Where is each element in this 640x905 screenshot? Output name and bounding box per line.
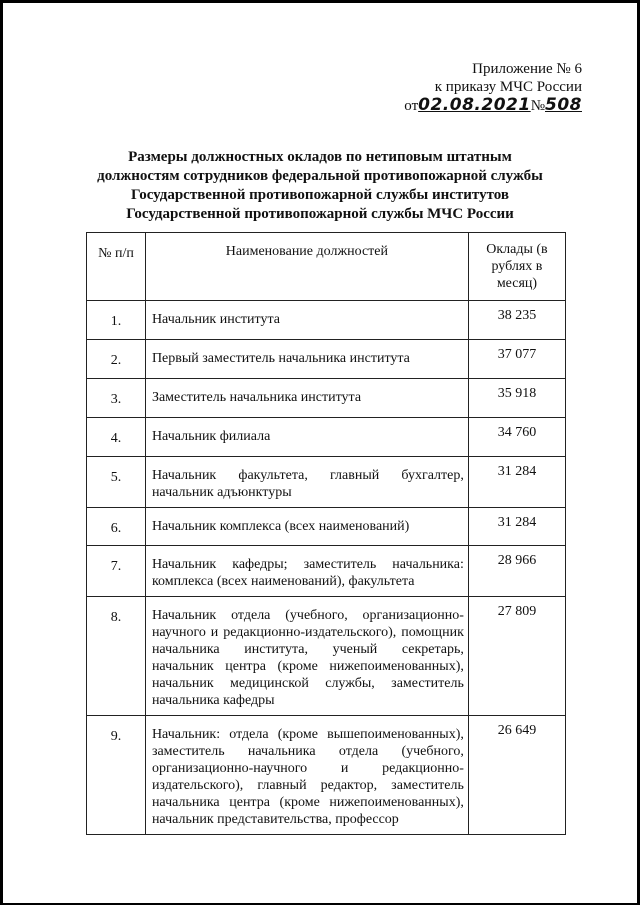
header-num: № п/п: [87, 233, 146, 301]
appendix-date-line: [404, 96, 582, 115]
row-num: 5.: [87, 457, 146, 508]
scan-border-left: [0, 0, 3, 905]
row-salary: 26 649: [468, 716, 565, 835]
row-num: 9.: [87, 716, 146, 835]
table-row: [87, 508, 566, 546]
row-salary: 31 284: [468, 457, 565, 508]
table-row: [87, 379, 566, 418]
row-salary: 35 918: [468, 379, 565, 418]
row-salary: 37 077: [468, 340, 565, 379]
row-name: Начальник филиала: [145, 418, 468, 457]
row-num: 4.: [87, 418, 146, 457]
row-salary: 28 966: [468, 546, 565, 597]
row-name: Начальник: отдела (кроме вышепоименованных), заместитель начальника отдела (учебного, организационно-научного и редакционно-издательского), главный редактор, заместитель начальника центра (кроме нижепоименованных), начальник представительства, профессор: [145, 716, 468, 835]
table-row: [87, 301, 566, 340]
table-row: [87, 716, 566, 835]
table-row: [87, 418, 566, 457]
scan-border-top: [0, 0, 640, 3]
salary-table: [86, 232, 566, 835]
row-name: Заместитель начальника института: [145, 379, 468, 418]
row-num: 6.: [87, 508, 146, 546]
row-num: 8.: [87, 597, 146, 716]
row-salary: 31 284: [468, 508, 565, 546]
appendix-header: [404, 60, 582, 115]
table-row: [87, 546, 566, 597]
table-header-row: [87, 233, 566, 301]
handwritten-number: 508: [545, 95, 582, 115]
appendix-order-ref: к приказу МЧС России: [434, 79, 582, 95]
row-num: 2.: [87, 340, 146, 379]
row-num: 1.: [87, 301, 146, 340]
date-prefix: от: [404, 98, 419, 114]
row-name: Начальник кафедры; заместитель начальника: комплекса (всех наименований), факультета: [145, 546, 468, 597]
row-name: Начальник факультета, главный бухгалтер, начальник адъюнктуры: [145, 457, 468, 508]
handwritten-date: 02.08.2021: [418, 95, 531, 115]
document-title: Размеры должностных окладов по нетиповым штатным должностям сотрудников федеральной противопожарной службы Государственной противопожарной службы институтов Государственной противопожарной службы МЧС России: [97, 149, 543, 222]
table-row: [87, 340, 566, 379]
row-salary: 27 809: [468, 597, 565, 716]
row-name: Начальник института: [145, 301, 468, 340]
row-num: 3.: [87, 379, 146, 418]
row-salary: 34 760: [468, 418, 565, 457]
header-salary: Оклады (в рублях в месяц): [468, 233, 565, 301]
row-name: Начальник отдела (учебного, организационно-научного и редакционно-издательского), помощник начальника института, ученый секретарь, начальник центра (кроме нижепоименованных), начальник медицинской службы, заместитель начальника кафедры: [145, 597, 468, 716]
header-name: Наименование должностей: [145, 233, 468, 301]
row-num: 7.: [87, 546, 146, 597]
row-salary: 38 235: [468, 301, 565, 340]
appendix-number: Приложение № 6: [472, 61, 582, 77]
row-name: Первый заместитель начальника института: [145, 340, 468, 379]
row-name: Начальник комплекса (всех наименований): [145, 508, 468, 546]
table-row: [87, 457, 566, 508]
number-prefix: №: [530, 98, 545, 114]
table-row: [87, 597, 566, 716]
